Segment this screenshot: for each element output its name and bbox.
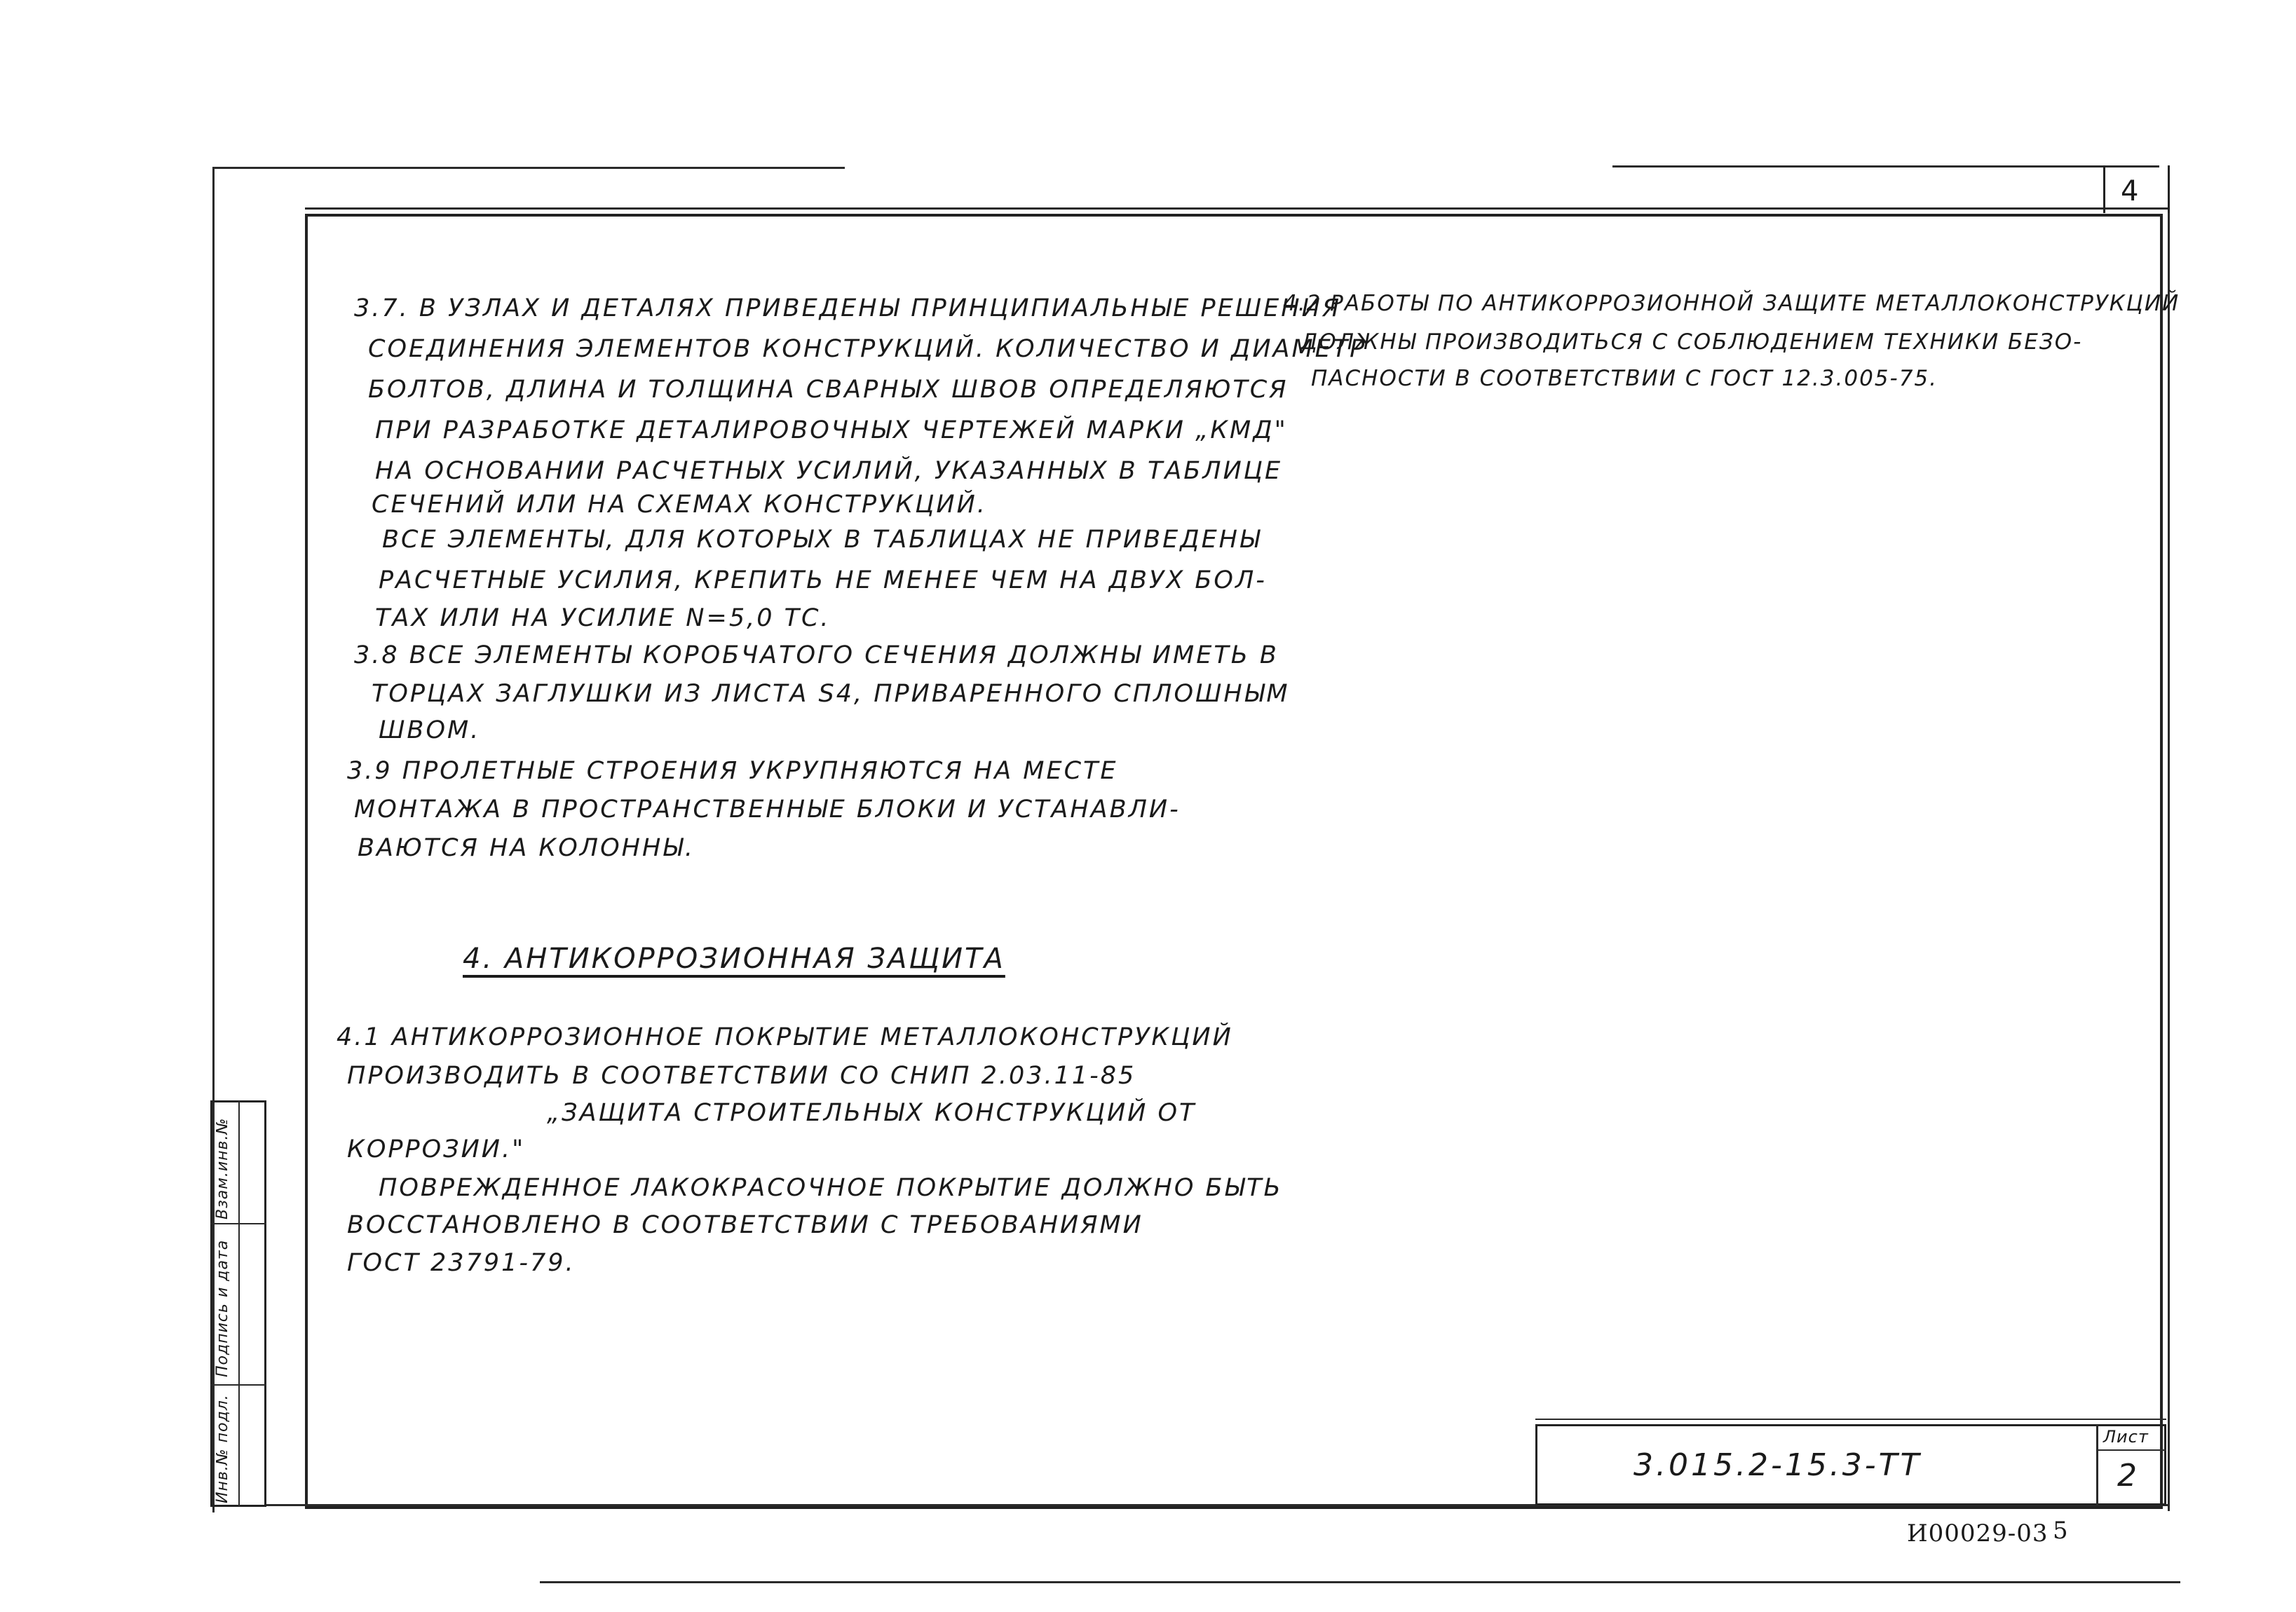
outer-bottom-line (540, 1581, 2180, 1583)
side-label-replacement: Взам.инв.№ (214, 1117, 231, 1220)
text-line: ДОЛЖНЫ ПРОИЗВОДИТЬСЯ С СОБЛЮДЕНИЕМ ТЕХНИКИ БЕЗО- (1300, 329, 2083, 355)
footer-archive-code: И00029-03 (1907, 1519, 2049, 1548)
text-line: 3.9 ПРОЛЕТНЫЕ СТРОЕНИЯ УКРУПНЯЮТСЯ НА МЕСТЕ (347, 757, 1118, 785)
text-line: ПАСНОСТИ В СООТВЕТСТВИИ С ГОСТ 12.3.005-75. (1311, 366, 1938, 391)
title-block-top-double (1535, 1419, 2166, 1420)
text-line: СОЕДИНЕНИЯ ЭЛЕМЕНТОВ КОНСТРУКЦИЙ. КОЛИЧЕСТВО И ДИАМЕТР (368, 335, 1367, 363)
text-line: ПРИ РАЗРАБОТКЕ ДЕТАЛИРОВОЧНЫХ ЧЕРТЕЖЕЙ МАРКИ „КМД" (375, 416, 1288, 444)
text-line: „ЗАЩИТА СТРОИТЕЛЬНЫХ КОНСТРУКЦИЙ ОТ (547, 1099, 1197, 1127)
text-line: РАСЧЕТНЫЕ УСИЛИЯ, КРЕПИТЬ НЕ МЕНЕЕ ЧЕМ НА ДВУХ БОЛ- (379, 566, 1267, 594)
outer-top-line-right (1612, 165, 2159, 168)
title-block-divider (2096, 1424, 2098, 1505)
text-line: 4.1 АНТИКОРРОЗИОННОЕ ПОКРЫТИЕ МЕТАЛЛОКОНСТРУКЦИЙ (337, 1023, 1233, 1051)
text-line: ПОВРЕЖДЕННОЕ ЛАКОКРАСОЧНОЕ ПОКРЫТИЕ ДОЛЖНО БЫТЬ (379, 1174, 1283, 1202)
text-line: ТОРЦАХ ЗАГЛУШКИ ИЗ ЛИСТА S4, ПРИВАРЕННОГО СПЛОШНЫМ (372, 680, 1290, 708)
text-line: ВСЕ ЭЛЕМЕНТЫ, ДЛЯ КОТОРЫХ В ТАБЛИЦАХ НЕ ПРИВЕДЕНЫ (382, 526, 1262, 554)
text-line: НА ОСНОВАНИИ РАСЧЕТНЫХ УСИЛИЙ, УКАЗАННЫХ В ТАБЛИЦЕ (375, 457, 1283, 485)
text-line: 4.2 РАБОТЫ ПО АНТИКОРРОЗИОННОЙ ЗАЩИТЕ МЕТАЛЛОКОНСТРУКЦИЙ (1283, 291, 2180, 316)
outer-top-line-left (214, 167, 845, 169)
side-strip-cross-2 (210, 1384, 266, 1386)
text-line: 3.8 ВСЕ ЭЛЕМЕНТЫ КОРОБЧАТОГО СЕЧЕНИЯ ДОЛЖНЫ ИМЕТЬ В (354, 641, 1279, 669)
title-block-sheet-divider (2096, 1449, 2166, 1451)
document-code: 3.015.2-15.3-ТТ (1633, 1447, 1922, 1483)
text-line: ВОССТАНОВЛЕНО В СООТВЕТСТВИИ С ТРЕБОВАНИЯМИ (347, 1211, 1143, 1239)
text-line: ВАЮТСЯ НА КОЛОННЫ. (358, 834, 695, 862)
text-line: КОРРОЗИИ." (347, 1135, 526, 1163)
text-line: СЕЧЕНИЙ ИЛИ НА СХЕМАХ КОНСТРУКЦИЙ. (372, 491, 987, 519)
corner-number: 4 (2121, 175, 2141, 207)
text-line: 3.7. В УЗЛАХ И ДЕТАЛЯХ ПРИВЕДЕНЫ ПРИНЦИПИАЛЬНЫЕ РЕШЕНИЯ (354, 294, 1342, 322)
side-strip-cross-1 (210, 1223, 266, 1224)
text-line: ГОСТ 23791-79. (347, 1249, 576, 1277)
sheet-number: 2 (2117, 1458, 2139, 1494)
side-label-signature: Подпись и дата (214, 1239, 231, 1377)
text-line: БОЛТОВ, ДЛИНА И ТОЛЩИНА СВАРНЫХ ШВОВ ОПРЕДЕЛЯЮТСЯ (368, 376, 1289, 404)
section-4-heading: 4. АНТИКОРРОЗИОННАЯ ЗАЩИТА (463, 943, 1005, 975)
text-line: ТАХ ИЛИ НА УСИЛИЕ N=5,0 ТС. (375, 604, 831, 632)
text-line: ШВОМ. (379, 716, 481, 744)
footer-page-number: 5 (2053, 1517, 2069, 1545)
text-line: МОНТАЖА В ПРОСТРАНСТВЕННЫЕ БЛОКИ И УСТАНАВЛИ- (354, 795, 1181, 824)
frame-top-double-line (305, 207, 2170, 210)
sheet-label: Лист (2103, 1427, 2149, 1447)
side-strip-divider (238, 1100, 240, 1507)
text-line: ПРОИЗВОДИТЬ В СООТВЕТСТВИИ СО СНИП 2.03.11-85 (347, 1062, 1136, 1090)
frame-right-outer-line (2168, 207, 2170, 1511)
side-label-inv: Инв.№ подл. (214, 1394, 231, 1503)
